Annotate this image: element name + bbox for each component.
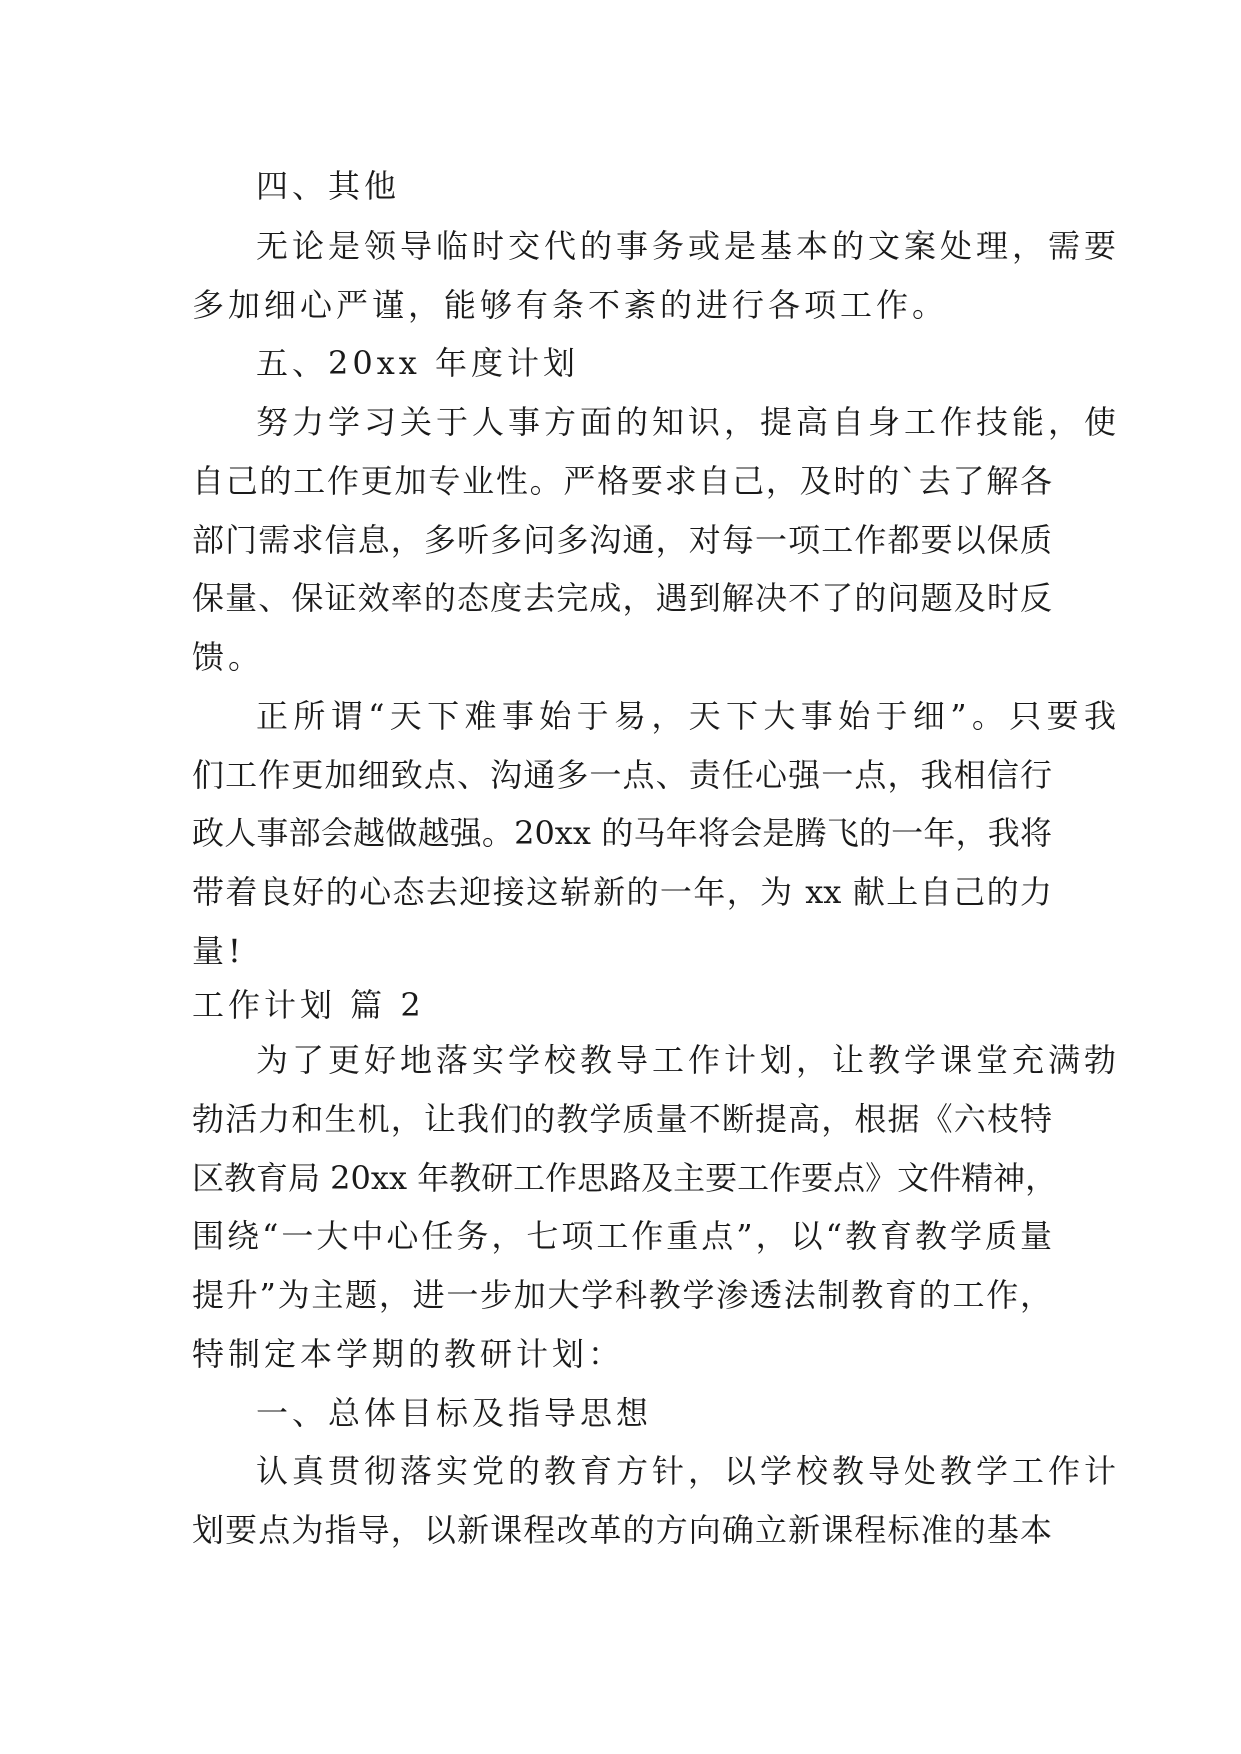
paragraph-line: 认真贯彻落实党的教育方针，以学校教导处教学工作计 — [256, 1452, 1116, 1490]
paragraph-line: 馈。 — [192, 638, 265, 676]
section-heading-goals: 一、总体目标及指导思想 — [256, 1394, 653, 1432]
article-title: 工作计划 篇 2 — [192, 986, 425, 1024]
paragraph-line: 多加细心严谨，能够有条不紊的进行各项工作。 — [192, 286, 949, 324]
paragraph-line: 区教育局 20xx 年教研工作思路及主要工作要点》文件精神， — [192, 1159, 1058, 1197]
paragraph-line: 围绕“一大中心任务，七项工作重点”，以“教育教学质量 — [192, 1217, 1052, 1255]
section-heading-other: 四、其他 — [256, 167, 401, 205]
paragraph-line: 部门需求信息，多听多问多沟通，对每一项工作都要以保质 — [192, 521, 1052, 559]
paragraph-line: 正所谓“天下难事始于易，天下大事始于细”。只要我 — [256, 697, 1116, 735]
paragraph-line: 带着良好的心态去迎接这崭新的一年，为 xx 献上自己的力 — [192, 873, 1052, 911]
section-heading-annual-plan: 五、20xx 年度计划 — [256, 344, 579, 382]
paragraph-line: 努力学习关于人事方面的知识，提高自身工作技能，使 — [256, 403, 1116, 441]
paragraph-line: 们工作更加细致点、沟通多一点、责任心强一点，我相信行 — [192, 756, 1052, 794]
paragraph-line: 保量、保证效率的态度去完成，遇到解决不了的问题及时反 — [192, 579, 1052, 617]
paragraph-line: 特制定本学期的教研计划： — [192, 1335, 625, 1373]
paragraph-line: 为了更好地落实学校教导工作计划，让教学课堂充满勃 — [256, 1041, 1116, 1079]
paragraph-line: 量! — [192, 932, 245, 970]
paragraph-line: 划要点为指导，以新课程改革的方向确立新课程标准的基本 — [192, 1511, 1052, 1549]
paragraph-line: 勃活力和生机，让我们的教学质量不断提高，根据《六枝特 — [192, 1100, 1052, 1138]
paragraph-line: 自己的工作更加专业性。严格要求自己，及时的`去了解各 — [192, 462, 1052, 500]
paragraph-line: 提升”为主题，进一步加大学科教学渗透法制教育的工作， — [192, 1276, 1052, 1314]
paragraph-line: 无论是领导临时交代的事务或是基本的文案处理，需要 — [256, 227, 1116, 265]
paragraph-line: 政人事部会越做越强。20xx 的马年将会是腾飞的一年，我将 — [192, 814, 1052, 852]
